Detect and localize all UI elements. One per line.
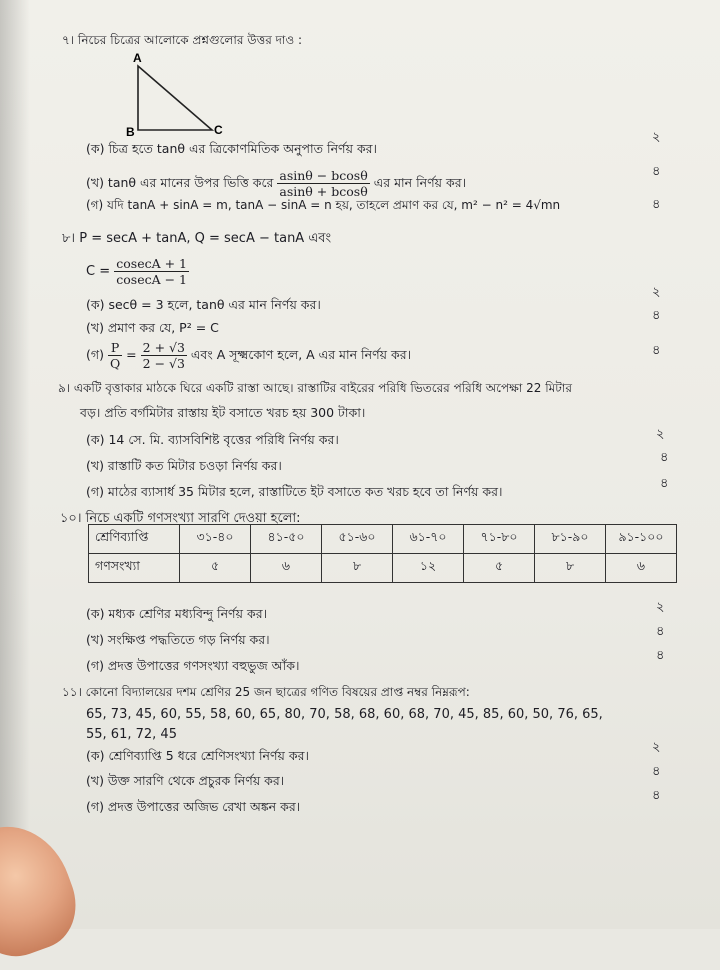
q8-part-b: (খ) প্রমাণ কর যে, P² = C [86,320,219,335]
q9-line2: বড়। প্রতি বর্গমিটার রাস্তায় ইট বসাতে খরচ হয় 300 টাকা। [80,405,366,420]
table-row-frequency [89,554,677,583]
q7-c-mark: ৪ [652,197,661,212]
table-cell: ৮১-৯০ [535,525,606,554]
q8-heading: ৮। P = secA + tanA, Q = secA − tanA এবং [62,231,332,246]
q7-part-b [86,166,466,200]
q9-part-c: (গ) মাঠের ব্যাসার্ধ 35 মিটার হলে, রাস্তাটিতে ইট বসাতে কত খরচ হবে তা নির্ণয় কর। [86,484,503,499]
table-cell: ১২ [393,554,464,583]
vertex-b-label: B [126,125,135,139]
q8-ratio-numerator: 2 + √3 [142,340,185,355]
q10-c-mark: ৪ [656,648,665,663]
q9-line1: ৯। একটি বৃত্তাকার মাঠকে ঘিরে একটি রাস্তা আছে। রাস্তাটির বাইরের পরিধি ভিতরের পরিধি অপেক্ষা 22 মিটার [58,381,572,395]
q8-c-mark: ৪ [652,343,661,358]
table-row-classes [89,525,677,554]
q8-pq-numerator: P [108,340,122,356]
q7-part-c: (গ) যদি tanA + sinA = m, tanA − sinA = n হয়, তাহলে প্রমাণ কর যে, m² − n² = 4√mn [86,198,561,212]
table-cell: ৩১-৪০ [180,525,251,554]
q11-a-mark: ২ [652,740,661,755]
table-cell: ৬১-৭০ [393,525,464,554]
q8-c-numerator: cosecA + 1 [116,256,187,271]
q9-part-b: (খ) রাস্তাটি কত মিটার চওড়া নির্ণয় কর। [86,458,282,473]
q11-line2: 65, 73, 45, 60, 55, 58, 60, 65, 80, 70, 58, 68, 60, 68, 70, 45, 85, 60, 50, 76, 65, [86,707,603,722]
q8-pq-fraction [108,340,122,371]
q7-heading: ৭। নিচের চিত্রের আলোকে প্রশ্নগুলোর উত্তর দাও : [62,33,303,47]
q9-b-mark: ৪ [660,450,669,465]
q7-b-mark: ৪ [652,164,661,179]
q8-equals: = [126,347,137,362]
q8-c-post: এবং A সূক্ষ্মকোণ হলে, A এর মান নির্ণয় কর। [190,347,412,362]
q7-b-pre: (খ) tanθ এর মানের উপর ভিত্তি করে [86,175,274,190]
q10-part-c: (গ) প্রদত্ত উপাত্তের গণসংখ্যা বহুভুজ আঁক। [86,658,300,673]
q11-line1: ১১। কোনো বিদ্যালয়ের দশম শ্রেণির 25 জন ছাত্রের গণিত বিষয়ের প্রাপ্ত নম্বর নিম্নরূপ: [62,685,470,699]
table-cell: ৪১-৫০ [251,525,322,554]
q8-c-fraction [114,256,189,287]
q7-b-post: এর মান নির্ণয় কর। [373,175,467,190]
q8-pq-denominator: Q [109,356,121,371]
q10-part-b: (খ) সংক্ষিপ্ত পদ্ধতিতে গড় নির্ণয় কর। [86,632,270,647]
table-cell: ৬ [251,554,322,583]
page-shadow [0,0,30,929]
q10-part-a: (ক) মধ্যক শ্রেণির মধ্যবিন্দু নির্ণয় কর। [86,606,268,621]
q10-heading: ১০। নিচে একটি গণসংখ্যা সারণি দেওয়া হলো: [60,511,301,526]
q7-b-denominator: asinθ + bcosθ [279,184,368,199]
table-cell: ৬ [606,554,677,583]
q8-b-mark: ৪ [652,308,661,323]
q8-c-pre: (গ) [86,347,104,362]
q8-c-definition [86,255,189,289]
q7-b-fraction [277,168,369,199]
table-cell: ৭১-৮০ [464,525,535,554]
table-cell: ৮ [535,554,606,583]
q11-part-a: (ক) শ্রেণিব্যাপ্তি 5 ধরে শ্রেণিসংখ্যা নির্ণয় কর। [86,748,309,763]
frequency-table [88,524,677,583]
q8-part-c [86,338,411,372]
q8-c-denominator: cosecA − 1 [116,272,187,287]
q10-b-mark: ৪ [656,624,665,639]
q8-part-a: (ক) secθ = 3 হলে, tanθ এর মান নির্ণয় কর। [86,297,321,312]
table-header-class-interval: শ্রেণিব্যাপ্তি [89,525,180,554]
finger-photo-artifact [0,810,89,970]
table-cell: ৮ [322,554,393,583]
q10-a-mark: ২ [656,600,665,615]
table-cell: ৯১-১০০ [606,525,677,554]
q9-a-mark: ২ [656,427,665,442]
q8-c-label: C = [86,264,111,279]
q8-ratio-fraction [141,340,187,371]
q11-line3: 55, 61, 72, 45 [86,727,177,742]
q8-a-mark: ২ [652,285,661,300]
q8-ratio-denominator: 2 − √3 [142,356,185,371]
q11-c-mark: ৪ [652,788,661,803]
vertex-c-label: C [214,123,223,137]
table-cell: ৫ [180,554,251,583]
table-header-frequency: গণসংখ্যা [89,554,180,583]
vertex-a-label: A [133,51,142,65]
q7-b-numerator: asinθ − bcosθ [279,168,368,183]
q11-part-c: (গ) প্রদত্ত উপাত্তের অজিভ রেখা অঙ্কন কর। [86,799,301,814]
q9-c-mark: ৪ [660,476,669,491]
table-cell: ৫১-৬০ [322,525,393,554]
q11-part-b: (খ) উক্ত সারণি থেকে প্রচুরক নির্ণয় কর। [86,773,285,788]
q9-part-a: (ক) 14 সে. মি. ব্যাসবিশিষ্ট বৃত্তের পরিধি নির্ণয় কর। [86,432,339,447]
q7-part-a: (ক) চিত্র হতে tanθ এর ত্রিকোণমিতিক অনুপাত নির্ণয় কর। [86,141,378,156]
right-triangle-figure [120,50,230,140]
q7-a-mark: ২ [652,130,661,145]
q11-b-mark: ৪ [652,764,661,779]
table-cell: ৫ [464,554,535,583]
